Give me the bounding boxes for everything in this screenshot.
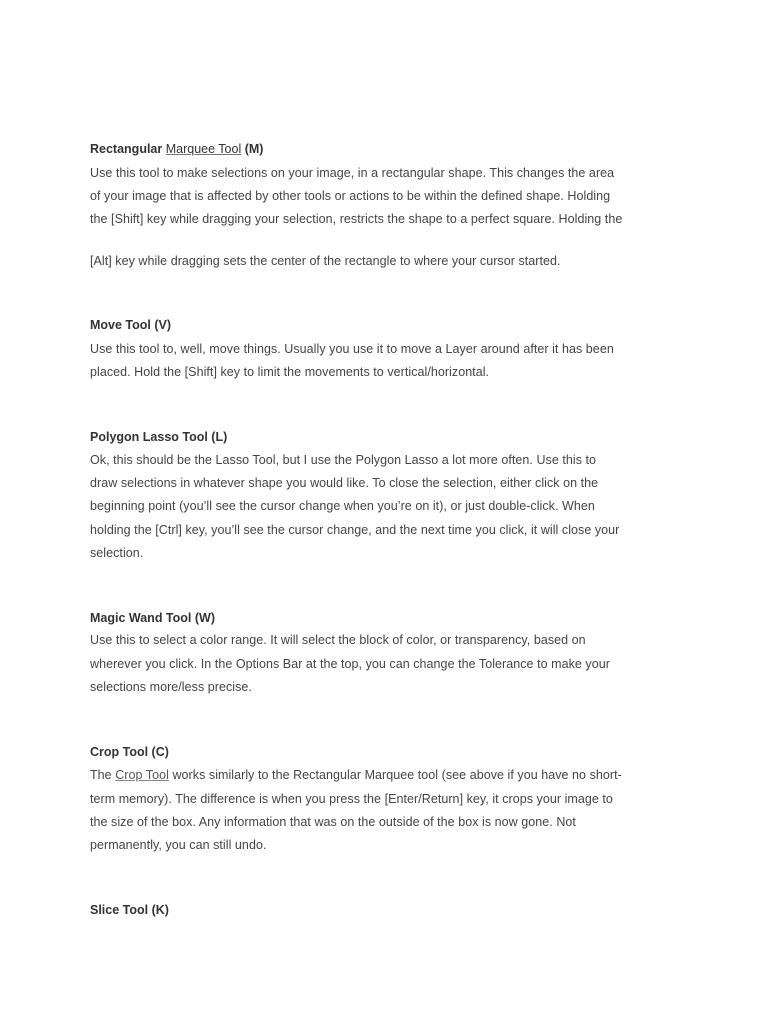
paragraph-line: selection. bbox=[90, 546, 144, 560]
section-heading-slice-tool: Slice Tool (K) bbox=[90, 903, 169, 917]
paragraph-line: placed. Hold the [Shift] key to limit the movements to vertical/horizontal. bbox=[90, 365, 490, 379]
paragraph-line: permanently, you can still undo. bbox=[90, 838, 267, 852]
section-heading-rectangular-marquee bbox=[90, 141, 263, 157]
paragraph-line: holding the [Ctrl] key, you’ll see the cursor change, and the next time you click, it will close your bbox=[90, 523, 620, 537]
section-heading-polygon-lasso: Polygon Lasso Tool (L) bbox=[90, 430, 228, 444]
paragraph-line: Ok, this should be the Lasso Tool, but I use the Polygon Lasso a lot more often. Use this to bbox=[90, 453, 597, 467]
line-text: works similarly to the Rectangular Marquee tool (see above if you have no short- bbox=[168, 768, 622, 782]
paragraph-line: [Alt] key while dragging sets the center of the rectangle to where your cursor started. bbox=[90, 254, 561, 268]
paragraph-line: of your image that is affected by other tools or actions to be within the defined shape. Holding bbox=[90, 189, 611, 203]
marquee-tool-link[interactable]: Marquee Tool bbox=[165, 142, 242, 156]
section-heading-crop-tool: Crop Tool (C) bbox=[90, 745, 169, 759]
line-text: The bbox=[90, 768, 116, 782]
section-heading-magic-wand: Magic Wand Tool (W) bbox=[90, 611, 215, 625]
section-heading-move-tool: Move Tool (V) bbox=[90, 318, 172, 332]
paragraph-line bbox=[90, 767, 622, 783]
paragraph-line: the size of the box. Any information that was on the outside of the box is now gone. Not bbox=[90, 815, 576, 829]
paragraph-line: selections more/less precise. bbox=[90, 680, 252, 694]
paragraph-line: draw selections in whatever shape you would like. To close the selection, either click on the bbox=[90, 476, 599, 490]
paragraph-line: beginning point (you’ll see the cursor change when you’re on it), or just double-click. When bbox=[90, 499, 595, 513]
paragraph-line: Use this to select a color range. It will select the block of color, or transparency, based on bbox=[90, 633, 586, 647]
paragraph-line: Use this tool to, well, move things. Usually you use it to move a Layer around after it has been bbox=[90, 342, 614, 356]
heading-text: Rectangular bbox=[90, 142, 166, 156]
paragraph-line: term memory). The difference is when you press the [Enter/Return] key, it crops your image to bbox=[90, 792, 613, 806]
heading-shortcut: (M) bbox=[241, 142, 264, 156]
paragraph-line: wherever you click. In the Options Bar at the top, you can change the Tolerance to make your bbox=[90, 657, 610, 671]
paragraph-line: the [Shift] key while dragging your selection, restricts the shape to a perfect square. Holding the bbox=[90, 212, 623, 226]
paragraph-line: Use this tool to make selections on your image, in a rectangular shape. This changes the area bbox=[90, 166, 615, 180]
crop-tool-link[interactable]: Crop Tool bbox=[115, 768, 169, 782]
